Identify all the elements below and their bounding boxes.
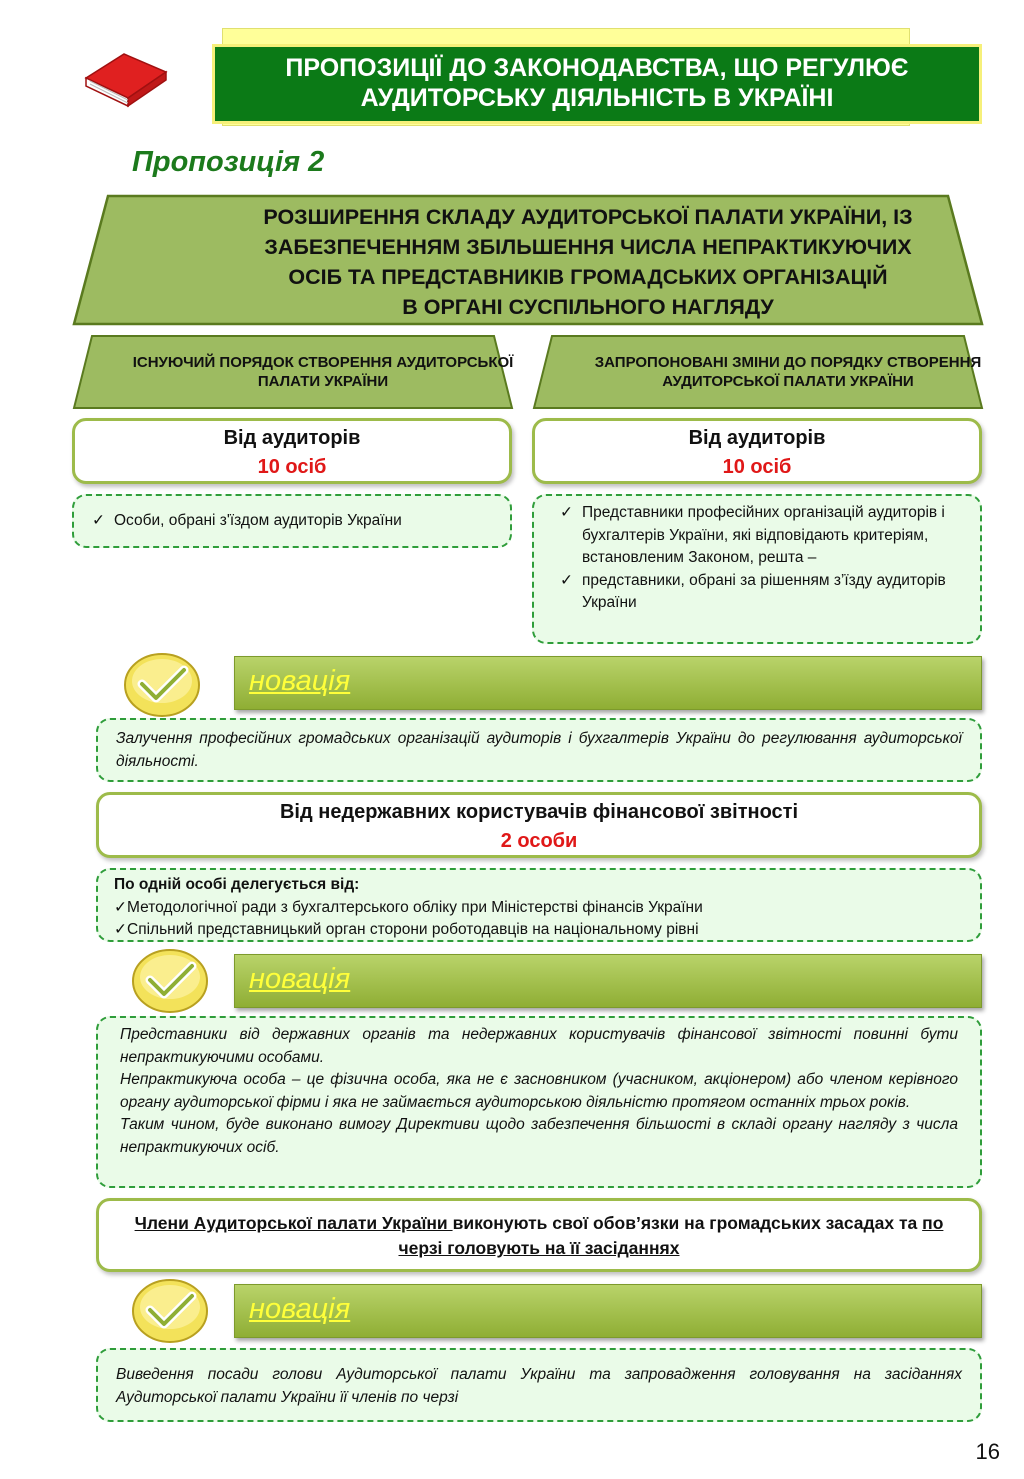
- members-chairing: по черзі головують на її засіданнях: [398, 1213, 944, 1258]
- novation-2-paragraph-3: Таким чином, буде виконано вимогу Директиви щодо забезпечення більшості в складі органу нагляду з числа непрактикуючих осіб.: [120, 1116, 958, 1156]
- page-header-title: ПРОПОЗИЦІЇ ДО ЗАКОНОДАВСТВА, ЩО РЕГУЛЮЄ АУДИТОРСЬКУ ДІЯЛЬНІСТЬ В УКРАЇНІ: [212, 44, 982, 124]
- list-item: ✓ Представники професійних організацій аудиторів і бухгалтерів України, які відповідають критеріям, встановленим Законом, решта –: [556, 502, 968, 570]
- nonstate-users-box: [96, 792, 982, 858]
- list-item: ✓ Особи, обрані з'їздом аудиторів України: [88, 510, 500, 533]
- main-heading: [72, 194, 984, 326]
- proposal-title: Пропозиція 2: [132, 146, 325, 178]
- checkmark-icon: [130, 946, 210, 1016]
- book-icon: [80, 50, 170, 110]
- novation-2-paragraph-1: Представники від державних органів та недержавних користувачів фінансової звітності повинні бути непрактикуючими особами.: [120, 1026, 958, 1066]
- main-heading-line2: ЗАБЕЗПЕЧЕННЯМ ЗБІЛЬШЕННЯ ЧИСЛА НЕПРАКТИКУЮЧИХ: [264, 235, 912, 259]
- delegation-heading: По одній особі делегується від:: [114, 876, 360, 893]
- main-heading-line4: В ОРГАНІ СУСПІЛЬНОГО НАГЛЯДУ: [402, 295, 774, 319]
- checkmark-icon: [130, 1276, 210, 1346]
- checkmark-icon: [122, 650, 202, 720]
- novation-bar-2: [234, 954, 982, 1008]
- novation-bar-1: [234, 656, 982, 710]
- novation-text-2: [96, 1016, 982, 1188]
- delegation-box: [96, 868, 982, 942]
- existing-order-label: ІСНУЮЧИЙ ПОРЯДОК СТВОРЕННЯ АУДИТОРСЬКОЇ ПАЛАТИ УКРАЇНИ: [132, 354, 514, 390]
- novation-text-1: Залучення професійних громадських організацій аудиторів і бухгалтерів України до регулювання аудиторської діяльності.: [96, 718, 982, 782]
- novation-label-1: новація: [249, 665, 351, 697]
- list-item: ✓Методологічної ради з бухгалтерського обліку при Міністерстві фінансів України: [114, 898, 703, 916]
- list-item: ✓Спільний представницький орган сторони роботодавців на національному рівні: [114, 921, 699, 938]
- right-auditors-box: [532, 418, 982, 484]
- right-auditors-source: Від аудиторів: [688, 427, 826, 449]
- delegation-item-text: Спільний представницький орган сторони роботодавців на національному рівні: [127, 921, 699, 938]
- novation-label-2: новація: [249, 963, 351, 995]
- right-auditors-list: [532, 494, 982, 644]
- main-heading-line1: РОЗШИРЕННЯ СКЛАДУ АУДИТОРСЬКОЇ ПАЛАТИ УКРАЇНИ, ІЗ: [263, 205, 913, 229]
- existing-order-heading: [72, 334, 514, 410]
- left-auditors-list: [72, 494, 512, 548]
- main-heading-line3: ОСІБ ТА ПРЕДСТАВНИКІВ ГРОМАДСЬКИХ ОРГАНІЗАЦІЙ: [288, 265, 888, 289]
- list-item: ✓ представники, обрані за рішенням з’їзду аудиторів України: [556, 570, 968, 615]
- page-number: 16: [975, 1439, 1000, 1464]
- novation-text-3: Виведення посади голови Аудиторської палати України та запровадження головування на засіданнях Аудиторської палати України її членів по черзі: [96, 1348, 982, 1422]
- novation-bar-3: [234, 1284, 982, 1338]
- proposed-changes-heading: [532, 334, 984, 410]
- proposed-changes-label: ЗАПРОПОНОВАНІ ЗМІНИ ДО ПОРЯДКУ СТВОРЕННЯ АУДИТОРСЬКОЇ ПАЛАТИ УКРАЇНИ: [594, 354, 982, 390]
- nonstate-users-title: Від недержавних користувачів фінансової звітності: [279, 801, 799, 823]
- left-auditors-count: 10 осіб: [257, 456, 327, 478]
- members-subject: Члени Аудиторської палати України: [134, 1213, 453, 1233]
- novation-label-3: новація: [249, 1293, 351, 1325]
- members-duties: виконують свої обов’язки на громадських засадах та: [452, 1213, 923, 1233]
- nonstate-users-count: 2 особи: [500, 830, 578, 852]
- right-auditors-count: 10 осіб: [722, 456, 792, 478]
- novation-2-paragraph-2: Непрактикуюча особа – це фізична особа, яка не є засновником (учасником, акціонером) або членом керівного органу аудиторської фірми і яка не займається аудиторською діяльністю протягом останніх трьох років.: [120, 1071, 958, 1111]
- delegation-item-text: Методологічної ради з бухгалтерського обліку при Міністерстві фінансів України: [127, 898, 703, 916]
- members-box: [96, 1198, 982, 1272]
- left-auditors-source: Від аудиторів: [223, 427, 361, 449]
- left-auditors-box: [72, 418, 512, 484]
